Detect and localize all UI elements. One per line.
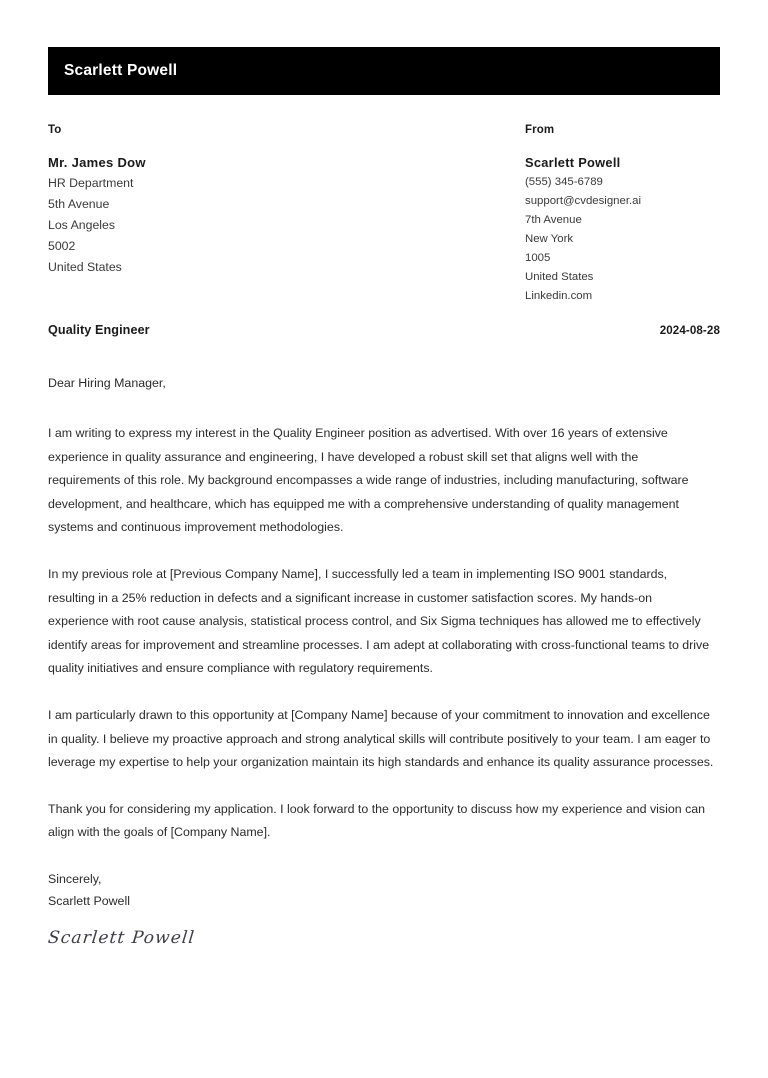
sender-email: support@cvdesigner.ai [525, 195, 642, 207]
recipient-address-line: Los Angeles [48, 218, 116, 232]
letterhead-banner [48, 47, 720, 95]
sender-address-line: New York [525, 233, 574, 245]
sender-label: From [525, 124, 555, 136]
handwritten-signature: Scarlett Powell [46, 927, 197, 948]
sender-address-line: 1005 [525, 252, 551, 264]
job-title: Quality Engineer [48, 323, 150, 337]
signer-name: Scarlett Powell [48, 893, 130, 908]
recipient-address-line: HR Department [48, 176, 134, 190]
recipient-address-line: United States [48, 260, 122, 274]
letterhead-name: Scarlett Powell [64, 62, 178, 79]
closing-block [48, 868, 714, 948]
recipient-column [48, 124, 525, 306]
address-block [48, 124, 720, 306]
letter-date: 2024-08-28 [659, 324, 720, 337]
body-paragraph: Thank you for considering my application. I look forward to the opportunity to discuss how my experience and vision can align with the goals of [Company Name]. [48, 801, 706, 840]
sender-name: Scarlett Powell [525, 155, 621, 170]
body-paragraph: In my previous role at [Previous Company Name], I successfully led a team in implementing ISO 9001 standards, resulting in a 25% reduction in defects and a significant increase in customer satisfaction scores. My hands-on experience with root cause analysis, statistical process control, and Six Sigma techniques has allowed me to effectively identify areas for improvement and streamline processes. I am adept at collaborating with cross-functional teams to drive quality initiatives and ensure compliance with regulatory requirements. [48, 566, 710, 676]
salutation: Dear Hiring Manager, [48, 376, 166, 390]
sender-phone: (555) 345-6789 [525, 176, 603, 188]
recipient-address-line: 5th Avenue [48, 197, 110, 211]
recipient-label: To [48, 124, 62, 136]
body-paragraph: I am particularly drawn to this opportunity at [Company Name] because of your commitment to innovation and excellence in quality. I believe my proactive approach and strong analytical skills will contribute positively to your team. I am eager to leverage my expertise to help your organization maintain its high standards and enhance its quality assurance processes. [48, 707, 714, 770]
body-paragraph: I am writing to express my interest in the Quality Engineer position as advertised. With over 16 years of extensive experience in quality assurance and engineering, I have developed a robust skill set that aligns well with the requirements of this role. My background encompasses a wide range of industries, including manufacturing, software development, and healthcare, which has equipped me with a comprehensive understanding of quality management systems and continuous improvement methodologies. [48, 426, 689, 535]
closing-salutation: Sincerely, [48, 871, 102, 886]
sender-address-line: 7th Avenue [525, 214, 582, 226]
subject-line [48, 323, 720, 337]
recipient-address-line: 5002 [48, 239, 76, 253]
recipient-name: Mr. James Dow [48, 155, 146, 170]
sender-address-line: United States [525, 271, 594, 283]
sender-column [525, 124, 720, 306]
letter-body [48, 372, 714, 948]
sender-website: Linkedin.com [525, 290, 593, 302]
